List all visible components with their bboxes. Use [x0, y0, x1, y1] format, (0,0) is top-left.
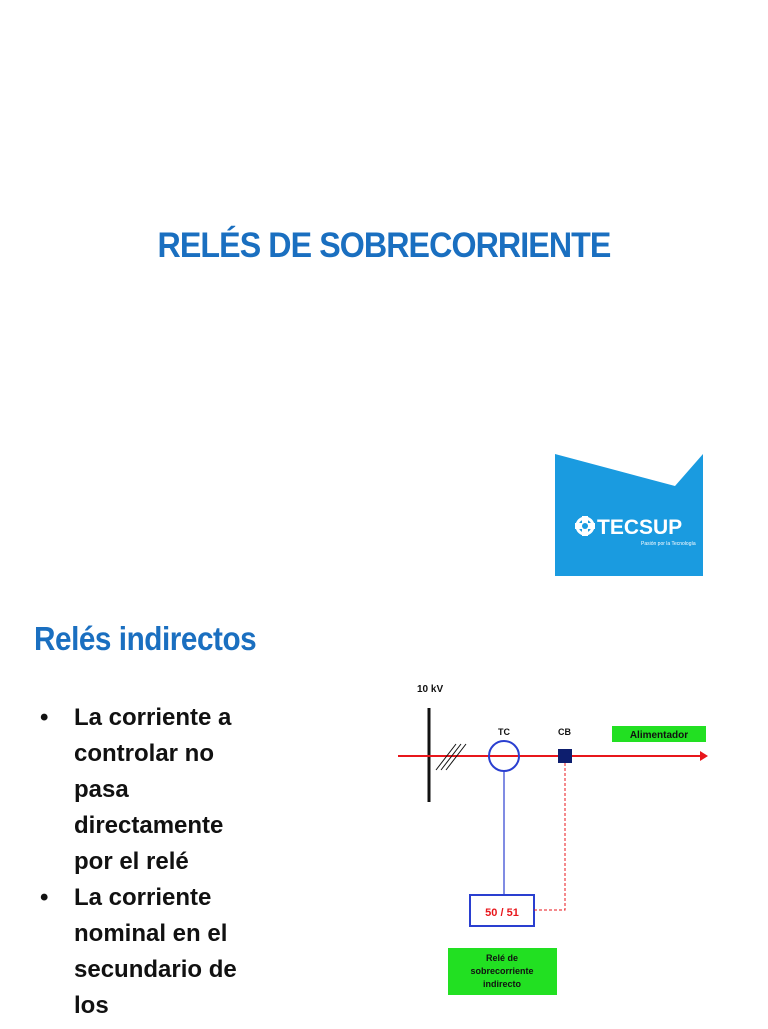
- logo-background: [555, 454, 703, 576]
- arrow-head-icon: [700, 751, 708, 761]
- bullet-item: [40, 700, 264, 880]
- bullet-dot-icon: •: [40, 884, 49, 911]
- bullet-text: La corriente a controlar no pasa directamente por el relé: [74, 704, 232, 875]
- relay-code: 50 / 51: [485, 907, 519, 919]
- circuit-breaker: [558, 749, 572, 763]
- relay-caption-line: indirecto: [482, 979, 522, 989]
- section-title: Relés indirectos: [34, 620, 257, 657]
- trip-wire: [534, 763, 565, 910]
- relay-caption-line: Relé de: [485, 953, 519, 963]
- bullet-list: [40, 700, 280, 1024]
- tecsup-logo: [555, 454, 703, 576]
- feeder-label: Alimentador: [629, 730, 689, 741]
- cb-label: CB: [558, 727, 571, 737]
- tc-label: TC: [498, 727, 510, 737]
- logo-tagline: Pasión por la Tecnología: [641, 541, 696, 547]
- relay-diagram: [390, 676, 720, 1024]
- relay-caption-line: sobrecorriente: [470, 966, 534, 976]
- bullet-text: La corriente nominal en el secundario de los: [74, 884, 237, 1019]
- logo-brand: TECSUP: [597, 516, 683, 539]
- bullet-dot-icon: •: [40, 704, 49, 731]
- slide-title: RELÉS DE SOBRECORRIENTE: [157, 226, 611, 265]
- voltage-label: 10 kV: [417, 684, 444, 695]
- bullet-item: [40, 880, 264, 1024]
